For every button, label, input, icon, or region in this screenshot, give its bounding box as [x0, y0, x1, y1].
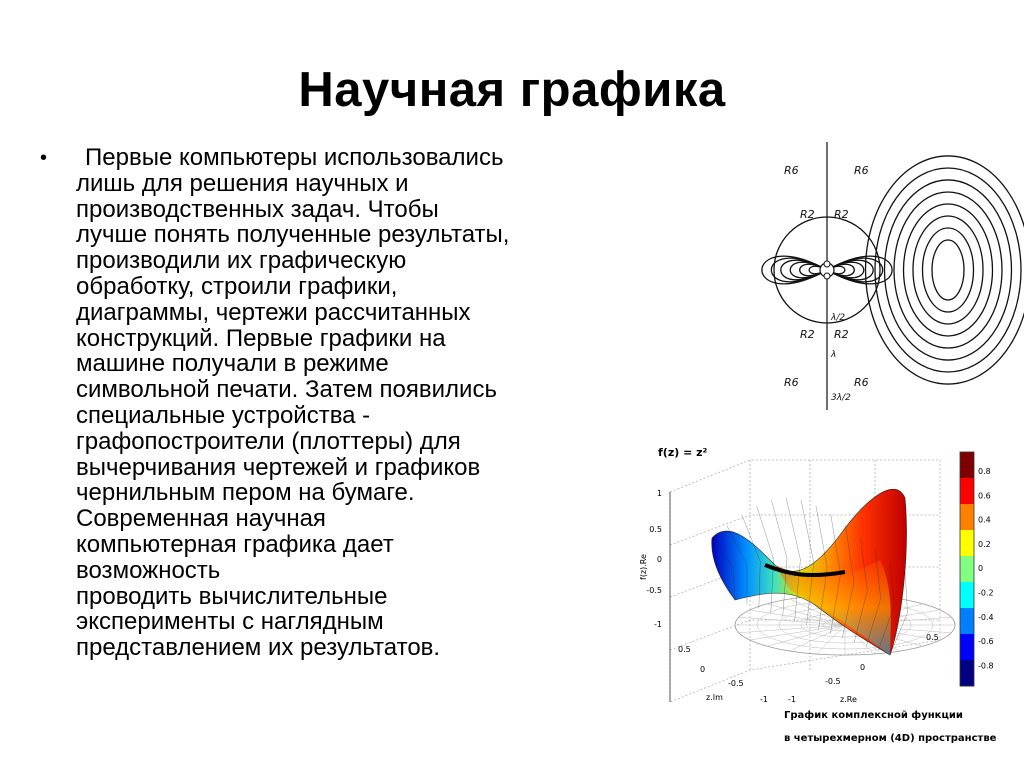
field-loop — [866, 156, 1024, 384]
colorbar-segment — [960, 478, 974, 505]
colorbar-segment — [960, 582, 974, 609]
colorbar-tick-label: -0.8 — [978, 661, 994, 671]
re-tick-label: -0.5 — [825, 677, 841, 686]
axis-tick-label: λ — [831, 350, 837, 360]
body-line: вычерчивания чертежей и графиков — [76, 453, 481, 481]
field-label: R6 — [854, 376, 869, 389]
body-line: чернильным пером на бумаге. — [76, 479, 415, 507]
field-label: R2 — [800, 328, 815, 341]
z-tick-label: 0 — [656, 555, 662, 564]
body-line: Современная научная — [76, 505, 326, 533]
axis-tick-label: 3λ/2 — [831, 393, 851, 403]
field-loop — [913, 216, 983, 324]
body-line: проводить вычислительные — [76, 582, 388, 610]
field-loop — [875, 168, 1021, 372]
body-line: Первые компьютеры использовались — [85, 144, 504, 171]
colorbar-tick-label: 0 — [978, 564, 984, 574]
z-tick-label: 0.5 — [649, 525, 662, 534]
re-tick-label: -1 — [788, 695, 796, 704]
body-paragraph — [76, 145, 616, 661]
re-tick-label: 0 — [860, 663, 866, 672]
field-label: R6 — [854, 164, 869, 177]
axis-tick-label: λ/2 — [831, 313, 846, 323]
colorbar-segment — [960, 660, 974, 687]
colorbar-segment — [960, 608, 974, 635]
body-line: эксперименты с наглядным — [76, 608, 384, 636]
colorbar-tick-label: 0.4 — [978, 515, 991, 525]
field-lines-diagram — [676, 142, 978, 410]
body-line: возможность — [76, 556, 221, 584]
plot-title: f(z) = z² — [658, 446, 708, 459]
body-line: графопостроители (плоттеры) для — [76, 427, 461, 455]
im-tick-label: -1 — [760, 695, 768, 704]
field-label: R6 — [784, 164, 799, 177]
colorbar-segment — [960, 530, 974, 557]
body-line: машине получали в режиме — [76, 350, 389, 378]
body-line: диаграммы, чертежи рассчитанных — [76, 298, 471, 326]
field-loop — [932, 240, 964, 300]
colorbar-segment — [960, 556, 974, 583]
body-line: компьютерная графика дает — [76, 530, 394, 558]
field-label: R2 — [800, 208, 815, 221]
bullet-marker: • — [40, 147, 48, 169]
field-label: R2 — [834, 208, 849, 221]
im-axis-label: z.Im — [706, 693, 723, 702]
z-axis-label: f(z).Re — [639, 554, 648, 580]
dipole-pole-icon — [824, 273, 830, 279]
mesh-line — [771, 500, 787, 617]
colorbar-tick-label: -0.6 — [978, 637, 994, 647]
mesh-line — [801, 500, 814, 625]
im-tick-label: 0.5 — [678, 645, 691, 654]
colorbar-segment — [960, 504, 974, 531]
im-tick-label: 0 — [700, 665, 706, 674]
body-line: специальные устройства - — [76, 401, 371, 429]
body-line: обработку, строили графики, — [76, 272, 398, 300]
body-line: представлением их результатов. — [76, 634, 441, 662]
body-line: конструкций. Первые графики на — [76, 324, 446, 352]
colorbar-tick-label: -0.2 — [978, 588, 994, 598]
body-line: производственных задач. Чтобы — [76, 195, 439, 223]
field-label: R2 — [834, 328, 849, 341]
field-label: R6 — [784, 376, 799, 389]
body-line: производили их графическую — [76, 247, 407, 275]
z-tick-label: -1 — [654, 620, 662, 629]
field-loop — [904, 204, 993, 336]
colorbar-segment — [960, 452, 974, 479]
figure-caption-line1: График комплексной функции — [784, 710, 963, 721]
body-line: лишь для решения научных и — [76, 169, 409, 197]
re-tick-label: 0.5 — [926, 633, 939, 642]
colorbar-tick-label: 0.8 — [978, 467, 991, 476]
figure-caption-line2: в четырехмерном (4D) пространстве — [784, 733, 997, 744]
colorbar-tick-label: 0.2 — [978, 539, 991, 549]
body-line: символьной печати. Затем появились — [76, 376, 497, 404]
colorbar-segment — [960, 634, 974, 661]
colorbar — [960, 452, 974, 687]
z-tick-label: 1 — [656, 489, 662, 498]
z-tick-label: -0.5 — [646, 586, 662, 595]
dipole-pole-icon — [824, 261, 830, 267]
slide-title: Научная графика — [298, 63, 726, 117]
body-line: лучше понять полученные результаты, — [76, 221, 510, 249]
complex-function-surface-plot — [640, 440, 1000, 745]
re-axis-label: z.Re — [840, 695, 857, 704]
colorbar-tick-label: 0.6 — [978, 491, 991, 501]
im-tick-label: -0.5 — [728, 679, 744, 688]
colorbar-tick-label: -0.4 — [978, 612, 994, 622]
